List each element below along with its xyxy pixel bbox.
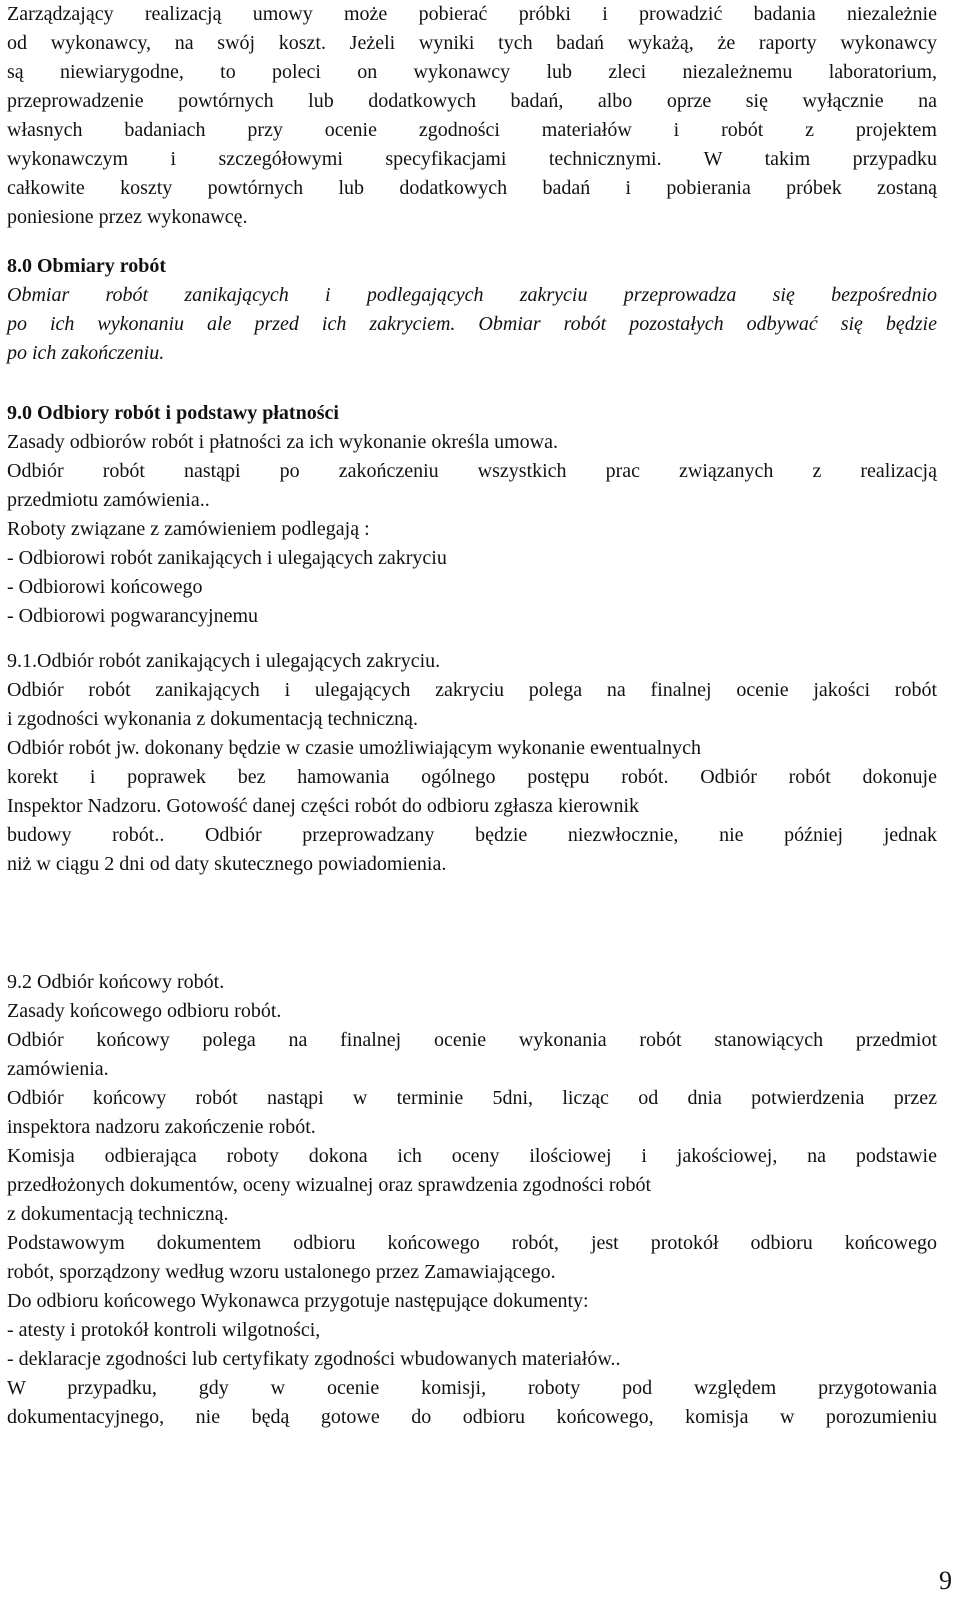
list-item: - Odbiorowi końcowego — [7, 576, 203, 598]
list-item: - Odbiorowi pogwarancyjnemu — [7, 605, 259, 627]
text-line: przeprowadzenie powtórnych lub dodatkowych badań, albo oprze się wyłącznie na — [7, 90, 937, 112]
text-line: i zgodności wykonania z dokumentacją techniczną. — [7, 708, 418, 730]
text-line: Odbiór robót jw. dokonany będzie w czasie umożliwiającym wykonanie ewentualnych — [7, 737, 702, 759]
text-line: budowy robót.. Odbiór przeprowadzany będzie niezwłocznie, nie później jednak — [7, 824, 937, 846]
text-line: są niewiarygodne, to poleci on wykonawcy lub zleci niezależnemu laboratorium, — [7, 61, 937, 83]
text-line: Komisja odbierająca roboty dokona ich oceny ilościowej i jakościowej, na podstawie — [7, 1145, 937, 1167]
text-line: zamówienia. — [7, 1058, 109, 1080]
list-item: - deklaracje zgodności lub certyfikaty zgodności wbudowanych materiałów.. — [7, 1348, 621, 1370]
text-line: własnych badaniach przy ocenie zgodności materiałów i robót z projektem — [7, 119, 937, 141]
text-line: dokumentacyjnego, nie będą gotowe do odbioru końcowego, komisja w porozumieniu — [7, 1406, 937, 1428]
text-line: Obmiar robót zanikających i podlegających zakryciu przeprowadza się bezpośrednio — [7, 284, 937, 306]
text-line: Inspektor Nadzoru. Gotowość danej części robót do odbioru zgłasza kierownik — [7, 795, 640, 817]
text-line: Do odbioru końcowego Wykonawca przygotuje następujące dokumenty: — [7, 1290, 589, 1312]
text-line: Odbiór końcowy robót nastąpi w terminie 5dni, licząc od dnia potwierdzenia przez — [7, 1087, 937, 1109]
text-line: przedłożonych dokumentów, oceny wizualnej oraz sprawdzenia zgodności robót — [7, 1174, 652, 1196]
text-line: inspektora nadzoru zakończenie robót. — [7, 1116, 316, 1138]
list-item: - Odbiorowi robót zanikających i ulegających zakryciu — [7, 547, 447, 569]
section-heading: 9.2 Odbiór końcowy robót. — [7, 971, 225, 993]
text-line: korekt i poprawek bez hamowania ogólnego postępu robót. Odbiór robót dokonuje — [7, 766, 937, 788]
text-line: od wykonawcy, na swój koszt. Jeżeli wyniki tych badań wykażą, że raporty wykonawcy — [7, 32, 937, 54]
section-heading: 8.0 Obmiary robót — [7, 255, 167, 277]
text-line: wykonawczym i szczegółowymi specyfikacjami technicznymi. W takim przypadku — [7, 148, 937, 170]
text-line: Zasady odbiorów robót i płatności za ich wykonanie określa umowa. — [7, 431, 558, 453]
page-number: 9 — [939, 1566, 952, 1595]
text-line: Roboty związane z zamówieniem podlegają : — [7, 518, 370, 540]
text-line: poniesione przez wykonawcę. — [7, 206, 248, 228]
text-line: Odbiór robót zanikających i ulegających zakryciu polega na finalnej ocenie jakości robót — [7, 679, 937, 701]
text-line: po ich wykonaniu ale przed ich zakryciem. Obmiar robót pozostałych odbywać się będzie — [7, 313, 937, 335]
text-line: Zarządzający realizacją umowy może pobierać próbki i prowadzić badania niezależnie — [7, 3, 937, 25]
text-line: W przypadku, gdy w ocenie komisji, roboty pod względem przygotowania — [7, 1377, 937, 1399]
intro-paragraph — [7, 0, 937, 232]
text-line: Podstawowym dokumentem odbioru końcowego robót, jest protokół odbioru końcowego — [7, 1232, 937, 1254]
text-line: Odbiór końcowy polega na finalnej ocenie wykonania robót stanowiących przedmiot — [7, 1029, 937, 1051]
text-line: Zasady końcowego odbioru robót. — [7, 1000, 282, 1022]
text-line: po ich zakończeniu. — [7, 342, 165, 364]
section-heading: 9.0 Odbiory robót i podstawy płatności — [7, 402, 339, 424]
text-line: przedmiotu zamówienia.. — [7, 489, 210, 511]
section-9-1 — [7, 647, 937, 879]
section-8 — [7, 252, 937, 368]
section-heading: 9.1.Odbiór robót zanikających i ulegających zakryciu. — [7, 650, 441, 672]
text-line: z dokumentacją techniczną. — [7, 1203, 229, 1225]
section-9-2 — [7, 968, 937, 1432]
text-line: całkowite koszty powtórnych lub dodatkowych badań i pobierania próbek zostaną — [7, 177, 937, 199]
text-line: niż w ciągu 2 dni od daty skutecznego powiadomienia. — [7, 853, 447, 875]
text-line: Odbiór robót nastąpi po zakończeniu wszystkich prac związanych z realizacją — [7, 460, 937, 482]
text-line: robót, sporządzony według wzoru ustalonego przez Zamawiającego. — [7, 1261, 556, 1283]
section-9 — [7, 399, 937, 631]
list-item: - atesty i protokół kontroli wilgotności, — [7, 1319, 321, 1341]
